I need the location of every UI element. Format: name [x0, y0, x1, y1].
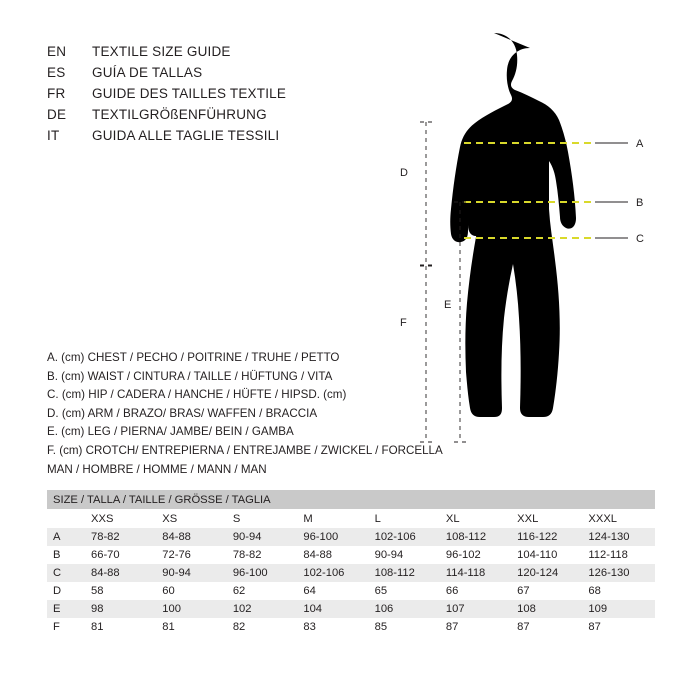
column-header-m: M — [297, 509, 368, 528]
column-header-xxl: XXL — [511, 509, 582, 528]
cell: 120-124 — [511, 564, 582, 582]
column-header-blank — [47, 509, 85, 528]
cell: 82 — [227, 618, 298, 636]
row-label: D — [47, 582, 85, 600]
marker-label-f: F — [400, 317, 407, 329]
language-title: TEXTILGRÖßENFÜHRUNG — [92, 107, 267, 122]
column-header-xs: XS — [156, 509, 227, 528]
language-header-block — [47, 44, 387, 149]
language-row — [47, 86, 387, 107]
cell: 68 — [582, 582, 655, 600]
legend-line-a: A. (cm) CHEST / PECHO / POITRINE / TRUHE / PETTO — [47, 351, 340, 364]
leader-lines — [595, 143, 628, 238]
cell: 81 — [156, 618, 227, 636]
cell: 60 — [156, 582, 227, 600]
row-label: A — [47, 528, 85, 546]
cell: 67 — [511, 582, 582, 600]
cell: 85 — [369, 618, 440, 636]
table-row — [47, 600, 655, 618]
cell: 87 — [582, 618, 655, 636]
legend-line-e: E. (cm) LEG / PIERNA/ JAMBE/ BEIN / GAMBA — [47, 425, 294, 438]
cell: 104-110 — [511, 546, 582, 564]
cell: 114-118 — [440, 564, 511, 582]
legend-line-c: C. (cm) HIP / CADERA / HANCHE / HÜFTE / HIPSD. (cm) — [47, 388, 347, 401]
marker-label-a: A — [636, 138, 644, 150]
size-table-title-row — [47, 490, 655, 509]
column-header-l: L — [369, 509, 440, 528]
language-code: DE — [47, 107, 67, 122]
cell: 106 — [369, 600, 440, 618]
cell: 102 — [227, 600, 298, 618]
row-label: B — [47, 546, 85, 564]
marker-label-b: B — [636, 197, 644, 209]
cell: 126-130 — [582, 564, 655, 582]
cell: 66-70 — [85, 546, 156, 564]
column-header-xl: XL — [440, 509, 511, 528]
cell: 102-106 — [369, 528, 440, 546]
cell: 81 — [85, 618, 156, 636]
cell: 104 — [297, 600, 368, 618]
marker-label-e: E — [444, 299, 452, 311]
size-table-header-row — [47, 509, 655, 528]
cell: 66 — [440, 582, 511, 600]
cell: 72-76 — [156, 546, 227, 564]
cell: 98 — [85, 600, 156, 618]
marker-label-c: C — [636, 233, 644, 245]
cell: 124-130 — [582, 528, 655, 546]
cell: 109 — [582, 600, 655, 618]
table-row — [47, 618, 655, 636]
cell: 78-82 — [227, 546, 298, 564]
size-table-title: SIZE / TALLA / TAILLE / GRÖSSE / TAGLIA — [47, 490, 655, 509]
cell: 87 — [511, 618, 582, 636]
language-code: FR — [47, 86, 66, 101]
cell: 64 — [297, 582, 368, 600]
language-title: GUIDA ALLE TAGLIE TESSILI — [92, 128, 280, 143]
language-title: GUÍA DE TALLAS — [92, 65, 203, 80]
cell: 102-106 — [297, 564, 368, 582]
language-row — [47, 44, 387, 65]
cell: 100 — [156, 600, 227, 618]
cell: 90-94 — [227, 528, 298, 546]
cell: 108-112 — [369, 564, 440, 582]
table-row — [47, 582, 655, 600]
legend-line-b: B. (cm) WAIST / CINTURA / TAILLE / HÜFTUNG / VITA — [47, 369, 333, 383]
cell: 96-100 — [297, 528, 368, 546]
cell: 83 — [297, 618, 368, 636]
size-table — [47, 490, 655, 636]
legend-line-d: D. (cm) ARM / BRAZO/ BRAS/ WAFFEN / BRACCIA — [47, 406, 318, 420]
language-title: TEXTILE SIZE GUIDE — [92, 44, 231, 59]
cell: 112-118 — [582, 546, 655, 564]
cell: 87 — [440, 618, 511, 636]
cell: 96-100 — [227, 564, 298, 582]
table-row — [47, 564, 655, 582]
table-row — [47, 528, 655, 546]
row-label: C — [47, 564, 85, 582]
cell: 84-88 — [297, 546, 368, 564]
cell: 62 — [227, 582, 298, 600]
cell: 65 — [369, 582, 440, 600]
language-title: GUIDE DES TAILLES TEXTILE — [92, 86, 287, 101]
language-code: IT — [47, 128, 60, 143]
marker-label-d: D — [400, 167, 408, 179]
male-silhouette-icon — [450, 33, 576, 417]
cell: 58 — [85, 582, 156, 600]
column-header-s: S — [227, 509, 298, 528]
row-label: F — [47, 618, 85, 636]
dimension-d — [420, 122, 432, 265]
cell: 78-82 — [85, 528, 156, 546]
cell: 108 — [511, 600, 582, 618]
language-row — [47, 107, 387, 128]
cell: 90-94 — [156, 564, 227, 582]
cell: 116-122 — [511, 528, 582, 546]
language-code: ES — [47, 65, 66, 80]
legend-line-f: F. (cm) CROTCH/ ENTREPIERNA / ENTREJAMBE / ZWICKEL / FORCELLA — [47, 443, 443, 457]
language-row — [47, 65, 387, 86]
table-row — [47, 546, 655, 564]
cell: 108-112 — [440, 528, 511, 546]
language-row — [47, 128, 387, 149]
column-header-xxs: XXS — [85, 509, 156, 528]
row-label: E — [47, 600, 85, 618]
cell: 84-88 — [156, 528, 227, 546]
gender-label: MAN / HOMBRE / HOMME / MANN / MAN — [47, 463, 267, 476]
language-code: EN — [47, 44, 67, 59]
cell: 90-94 — [369, 546, 440, 564]
cell: 84-88 — [85, 564, 156, 582]
measurement-legend — [47, 349, 467, 460]
cell: 107 — [440, 600, 511, 618]
column-header-xxxl: XXXL — [582, 509, 655, 528]
cell: 96-102 — [440, 546, 511, 564]
